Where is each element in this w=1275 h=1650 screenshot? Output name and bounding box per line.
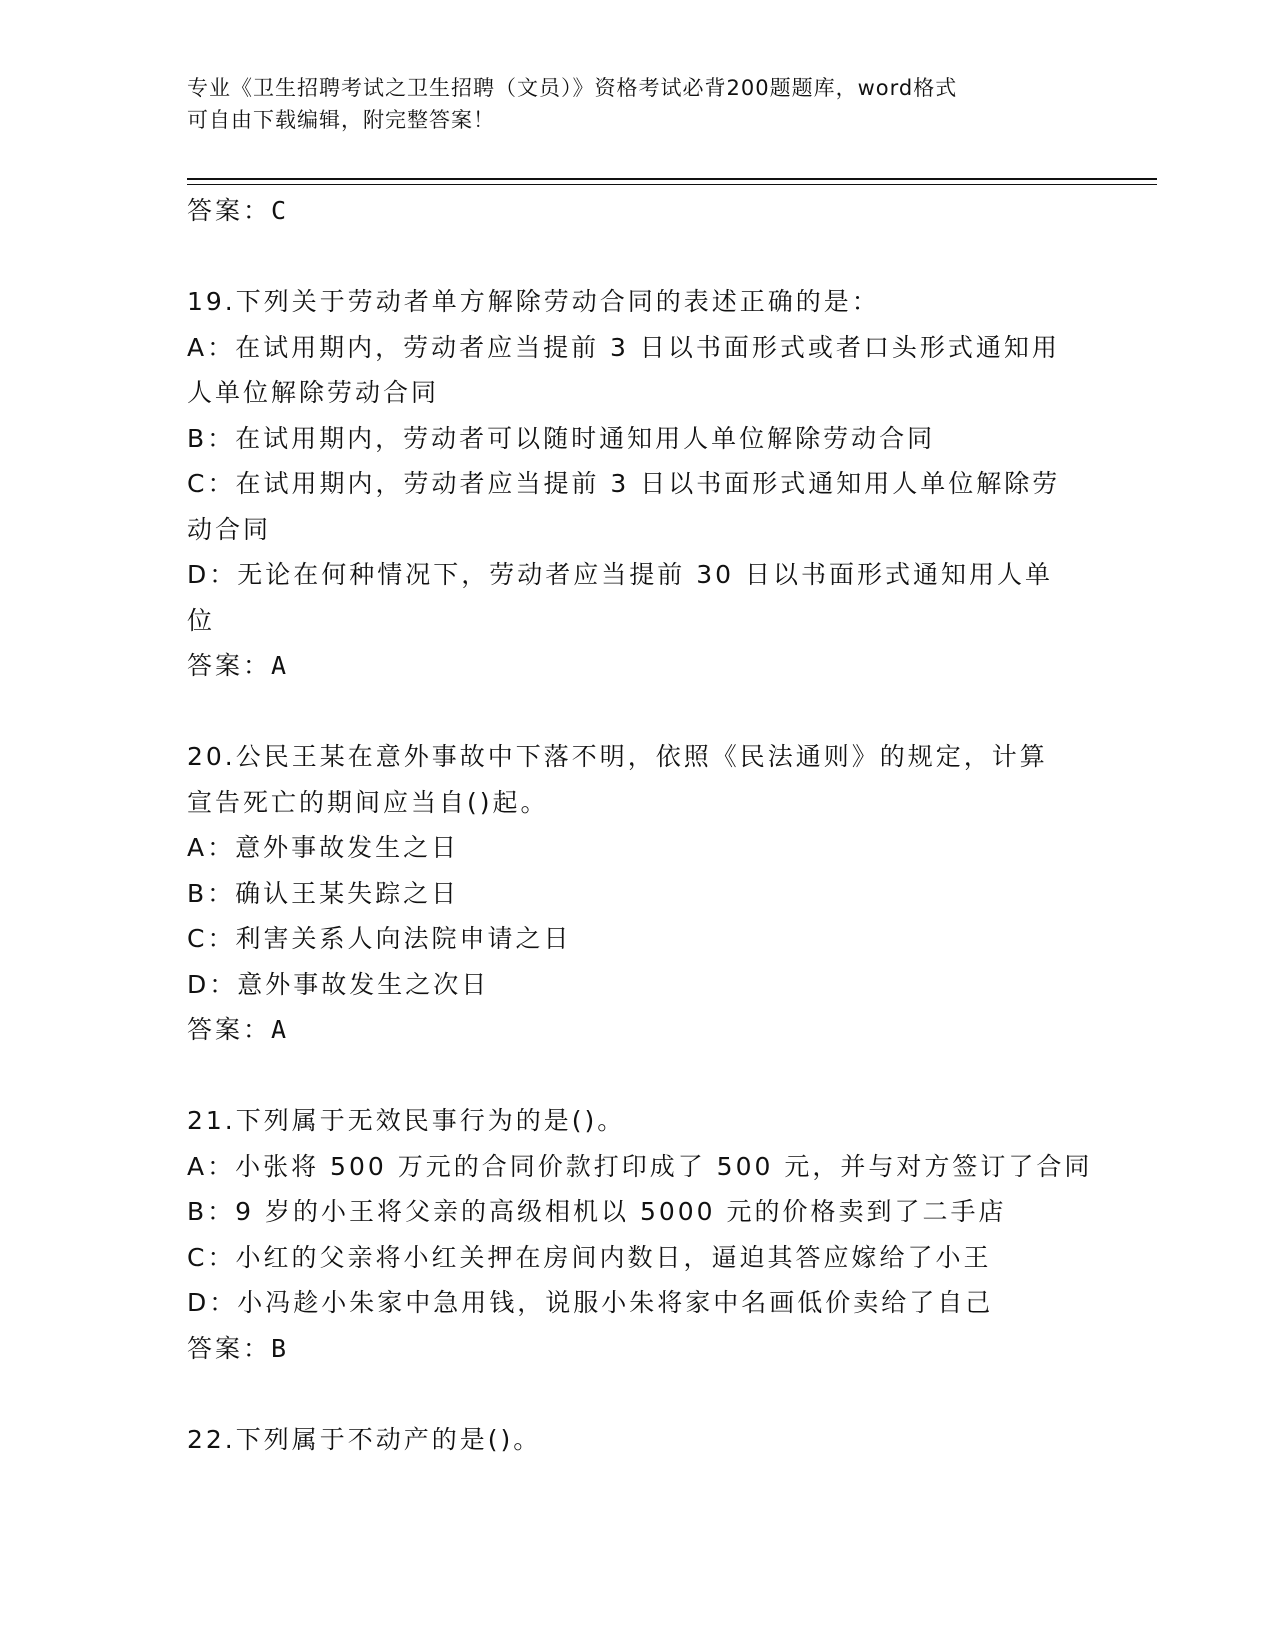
option-text: D：小冯趁小朱家中急用钱，说服小朱将家中名画低价卖给了自己 [187, 1288, 994, 1317]
header-rule [187, 178, 1157, 180]
option-text: A：在试用期内，劳动者应当提前 3 日以书面形式或者口头形式通知用 [187, 332, 1060, 362]
option-text: 位 [187, 605, 216, 635]
option-item [187, 325, 1067, 416]
option-text: B：9 岁的小王将父亲的高级相机以 5000 元的价格卖到了二手店 [187, 1197, 1007, 1226]
answer-line: 答案：C [187, 196, 290, 225]
question-block [187, 734, 1067, 1053]
question-text: 20.公民王某在意外事故中下落不明，依照《民法通则》的规定，计算 [187, 742, 1048, 771]
option-text: B：在试用期内，劳动者可以随时通知用人单位解除劳动合同 [187, 423, 936, 453]
option-text: D：无论在何种情况下，劳动者应当提前 30 日以书面形式通知用人单 [187, 560, 1053, 589]
option-item [187, 825, 1067, 871]
block-spacer [187, 234, 1067, 280]
answer-line: 答案：A [187, 1015, 290, 1044]
option-text: 动合同 [187, 514, 272, 544]
header-line: 专业《卫生招聘考试之卫生招聘（文员）》资格考试必背200题题库，word格式 [187, 76, 958, 100]
option-item [187, 552, 1067, 643]
question-block [187, 1417, 1067, 1463]
option-text: 人单位解除劳动合同 [187, 378, 440, 407]
option-text: C：利害关系人向法院申请之日 [187, 924, 572, 953]
option-item [187, 871, 1067, 917]
question-block [187, 279, 1067, 689]
answer-block [187, 188, 1067, 234]
option-item [187, 1280, 1067, 1326]
option-text: C：在试用期内，劳动者应当提前 3 日以书面形式通知用人单位解除劳 [187, 469, 1061, 498]
option-item [187, 962, 1067, 1008]
option-text: C：小红的父亲将小红关押在房间内数日，逼迫其答应嫁给了小王 [187, 1242, 992, 1272]
question-list [187, 188, 1093, 1462]
option-item [187, 1189, 1067, 1235]
block-spacer [187, 1053, 1067, 1099]
header-line: 可自由下载编辑，附完整答案！ [187, 108, 495, 132]
answer-line: 答案：B [187, 1333, 290, 1363]
document-header [187, 72, 1067, 136]
question-text: 22.下列属于不动产的是()。 [187, 1424, 542, 1454]
option-text: A：意外事故发生之日 [187, 833, 460, 862]
answer-line: 答案：A [187, 651, 290, 680]
option-item [187, 1144, 1093, 1190]
question-block [187, 1098, 1093, 1371]
question-text: 19.下列关于劳动者单方解除劳动合同的表述正确的是： [187, 287, 880, 316]
question-text: 21.下列属于无效民事行为的是()。 [187, 1106, 626, 1135]
header-rule-thin [187, 184, 1157, 185]
option-item [187, 461, 1067, 552]
question-text: 宣告死亡的期间应当自()起。 [187, 787, 549, 817]
option-text: D：意外事故发生之次日 [187, 969, 490, 999]
option-text: A：小张将 500 万元的合同价款打印成了 500 元，并与对方签订了合同 [187, 1151, 1093, 1181]
option-item [187, 916, 1067, 962]
option-item [187, 1235, 1067, 1281]
option-item [187, 416, 1067, 462]
option-text: B：确认王某失踪之日 [187, 878, 460, 908]
block-spacer [187, 1371, 1067, 1417]
block-spacer [187, 689, 1067, 735]
